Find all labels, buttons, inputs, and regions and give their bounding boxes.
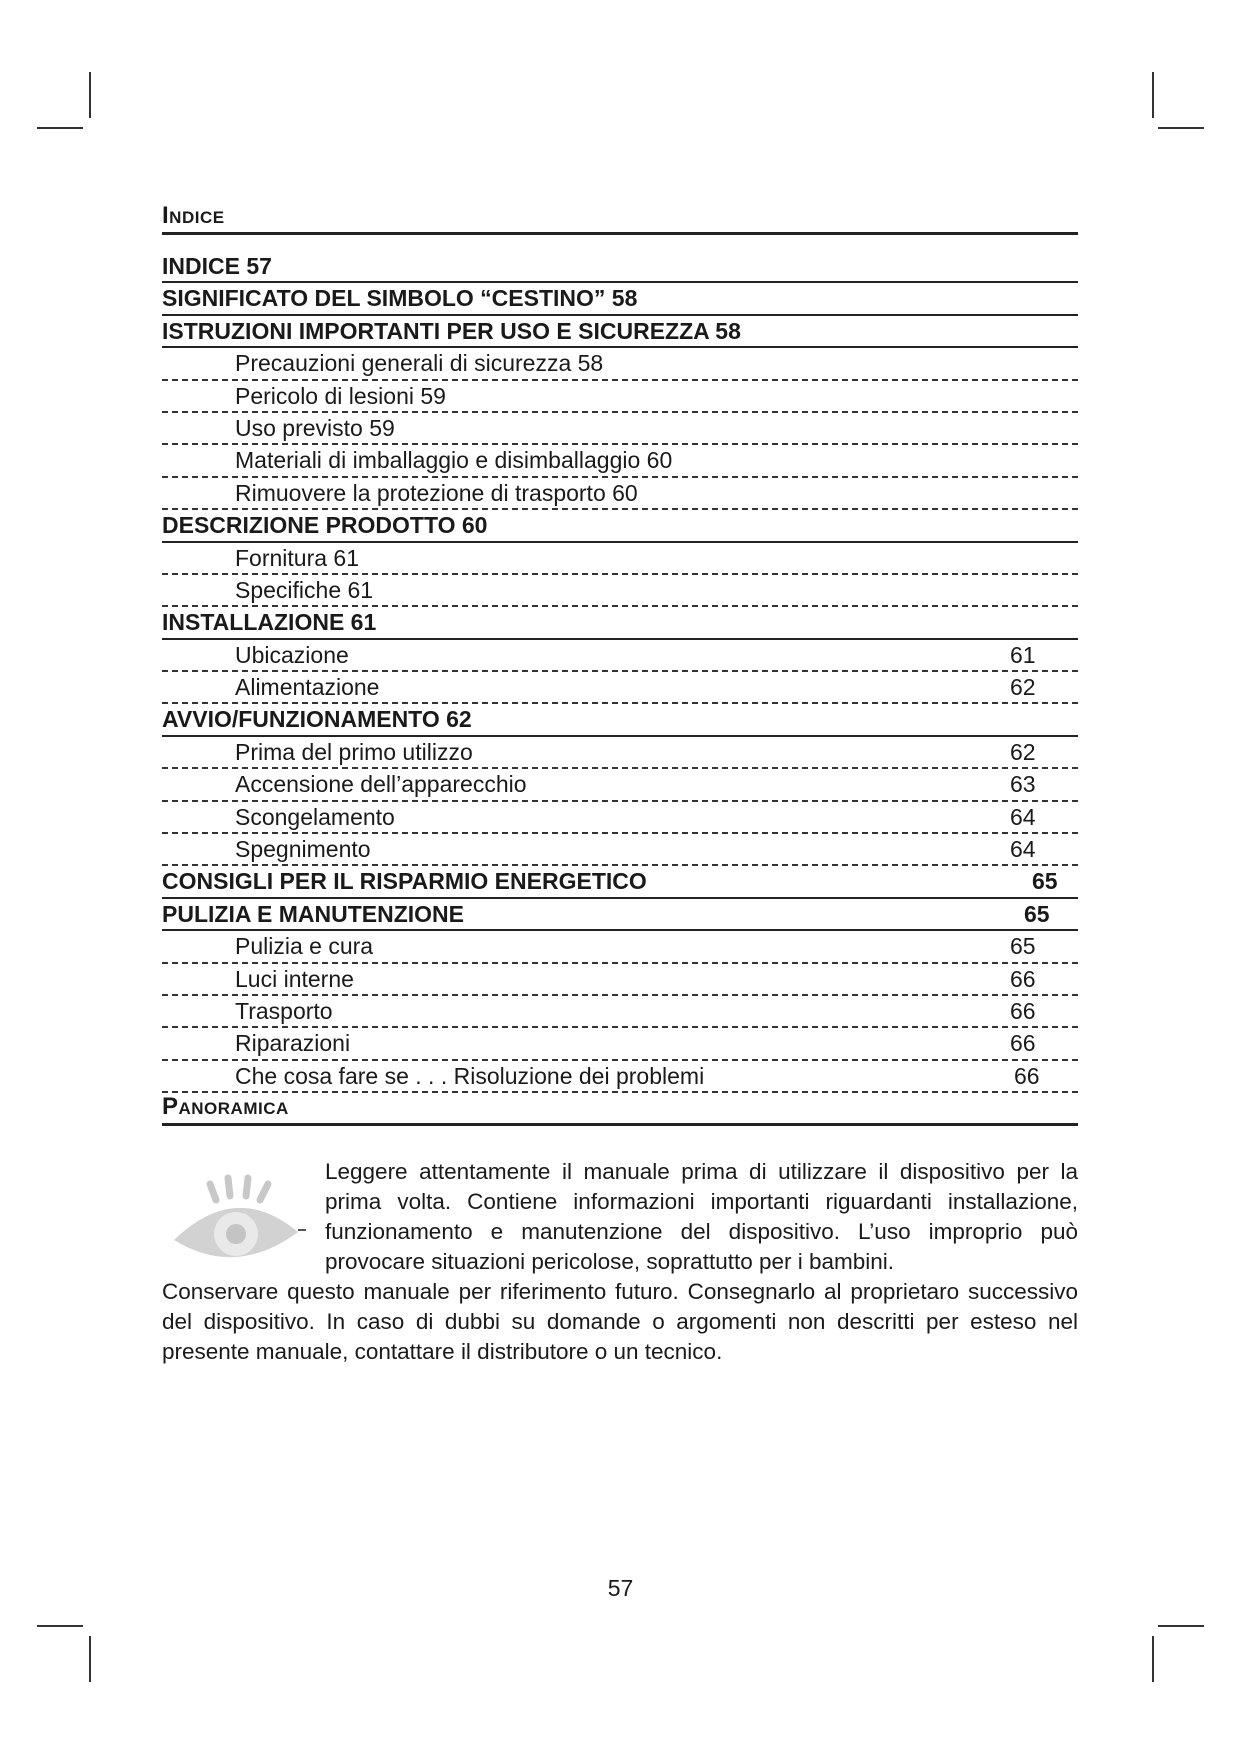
- toc-entry-text: Scongelamento: [235, 803, 395, 830]
- toc-entry[interactable]: [162, 575, 1078, 607]
- toc-entry-text: Rimuovere la protezione di trasporto 60: [235, 479, 638, 506]
- toc-entry[interactable]: [162, 478, 1078, 510]
- crop-mark-bottom-left-h: [37, 1625, 83, 1627]
- toc-entry-text: PULIZIA E MANUTENZIONE: [162, 900, 464, 927]
- crop-mark-bottom-left-v: [89, 1636, 91, 1682]
- toc-entry-page: 61: [1010, 641, 1036, 668]
- toc-entry-page: 65: [1032, 868, 1058, 895]
- toc-entry-text: Prima del primo utilizzo: [235, 738, 473, 765]
- toc-entry[interactable]: [162, 931, 1078, 963]
- toc-entry[interactable]: [162, 964, 1078, 996]
- toc-entry-text: INSTALLAZIONE 61: [162, 609, 377, 636]
- toc-entry[interactable]: [162, 381, 1078, 413]
- toc-entry[interactable]: [162, 445, 1078, 477]
- toc-entry-page: 63: [1010, 771, 1036, 798]
- crop-mark-top-left-h: [37, 127, 83, 129]
- toc-entry-text: Spegnimento: [235, 836, 371, 863]
- crop-mark-bottom-right-h: [1158, 1625, 1204, 1627]
- toc-entry-page: 66: [1010, 965, 1036, 992]
- crop-mark-bottom-right-v: [1152, 1636, 1154, 1682]
- toc-entry-text: Luci interne: [235, 965, 354, 992]
- toc-entry-page: 64: [1010, 803, 1036, 830]
- toc-entry[interactable]: [162, 251, 1078, 283]
- toc-entry[interactable]: [162, 1028, 1078, 1060]
- toc-entry[interactable]: [162, 413, 1078, 445]
- toc-entry-page: 66: [1010, 1030, 1036, 1057]
- toc-entry-text: Precauzioni generali di sicurezza 58: [235, 350, 604, 377]
- toc-entry-page: 65: [1024, 900, 1050, 927]
- toc-entry-text: Ubicazione: [235, 641, 349, 668]
- toc-entry-page: 66: [1014, 1062, 1040, 1089]
- toc-entry[interactable]: [162, 283, 1078, 315]
- toc-entry[interactable]: [162, 802, 1078, 834]
- toc-entry-text: Alimentazione: [235, 674, 380, 701]
- crop-mark-top-right-h: [1158, 127, 1204, 129]
- toc-entry[interactable]: [162, 866, 1078, 898]
- toc-entry[interactable]: [162, 672, 1078, 704]
- toc-entry-text: Riparazioni: [235, 1030, 351, 1057]
- page-number: 57: [607, 1575, 634, 1601]
- toc-entry[interactable]: [162, 704, 1078, 736]
- index-title: Indice: [162, 202, 1078, 235]
- toc-entry[interactable]: [162, 834, 1078, 866]
- toc-entry[interactable]: [162, 1061, 1078, 1093]
- overview-body: Conservare questo manuale per riferimento futuro. Consegnarlo al proprietaro successivo del dispositivo. In caso di dubbi su domande o argomenti non descritti per esteso nel presente manuale, contattare il distributore o un tecnico.: [162, 1279, 1078, 1364]
- toc-entry-text: CONSIGLI PER IL RISPARMIO ENERGETICO: [162, 868, 647, 895]
- overview-intro: Leggere attentamente il manuale prima di utilizzare il dispositivo per la prima volta. Contiene informazioni importanti riguardanti installazione, funzionamento e manutenzione del dispositivo. L’uso improprio può provocare situazioni pericolose, soprattutto per i bambini.: [325, 1159, 1078, 1274]
- toc-entry[interactable]: [162, 543, 1078, 575]
- toc-entry-text: Che cosa fare se . . . Risoluzione dei problemi: [235, 1062, 705, 1089]
- toc-entry-text: Fornitura 61: [235, 544, 360, 571]
- toc-entry-text: Accensione dell’apparecchio: [235, 771, 527, 798]
- overview-title: Panoramica: [162, 1093, 1078, 1126]
- toc-entry-text: ISTRUZIONI IMPORTANTI PER USO E SICUREZZA 58: [162, 317, 741, 344]
- toc-entry-page: 66: [1010, 997, 1036, 1024]
- toc-entry-page: 62: [1010, 674, 1036, 701]
- table-of-contents: [162, 251, 1078, 1093]
- toc-entry-text: Specifiche 61: [235, 576, 374, 603]
- toc-entry-text: Pericolo di lesioni 59: [235, 382, 446, 409]
- toc-entry-page: 62: [1010, 738, 1036, 765]
- crop-mark-top-right-v: [1152, 72, 1154, 118]
- toc-entry[interactable]: [162, 607, 1078, 639]
- toc-entry[interactable]: [162, 769, 1078, 801]
- toc-entry-page: 65: [1010, 933, 1036, 960]
- eye-icon: [166, 1170, 316, 1280]
- toc-entry-text: AVVIO/FUNZIONAMENTO 62: [162, 706, 472, 733]
- toc-entry[interactable]: [162, 316, 1078, 348]
- toc-entry[interactable]: [162, 899, 1078, 931]
- toc-entry-text: INDICE 57: [162, 253, 272, 279]
- toc-entry-text: Trasporto: [235, 997, 333, 1024]
- toc-entry-text: Pulizia e cura: [235, 933, 374, 960]
- toc-entry[interactable]: [162, 348, 1078, 380]
- toc-entry[interactable]: [162, 737, 1078, 769]
- toc-entry[interactable]: [162, 640, 1078, 672]
- toc-entry-page: 64: [1010, 836, 1036, 863]
- toc-entry-text: Uso previsto 59: [235, 414, 395, 441]
- toc-entry[interactable]: [162, 510, 1078, 542]
- toc-entry-text: Materiali di imballaggio e disimballaggio 60: [235, 447, 673, 474]
- toc-entry[interactable]: [162, 996, 1078, 1028]
- toc-entry-text: SIGNIFICATO DEL SIMBOLO “CESTINO” 58: [162, 285, 638, 312]
- toc-entry-text: DESCRIZIONE PRODOTTO 60: [162, 512, 488, 539]
- crop-mark-top-left-v: [89, 72, 91, 118]
